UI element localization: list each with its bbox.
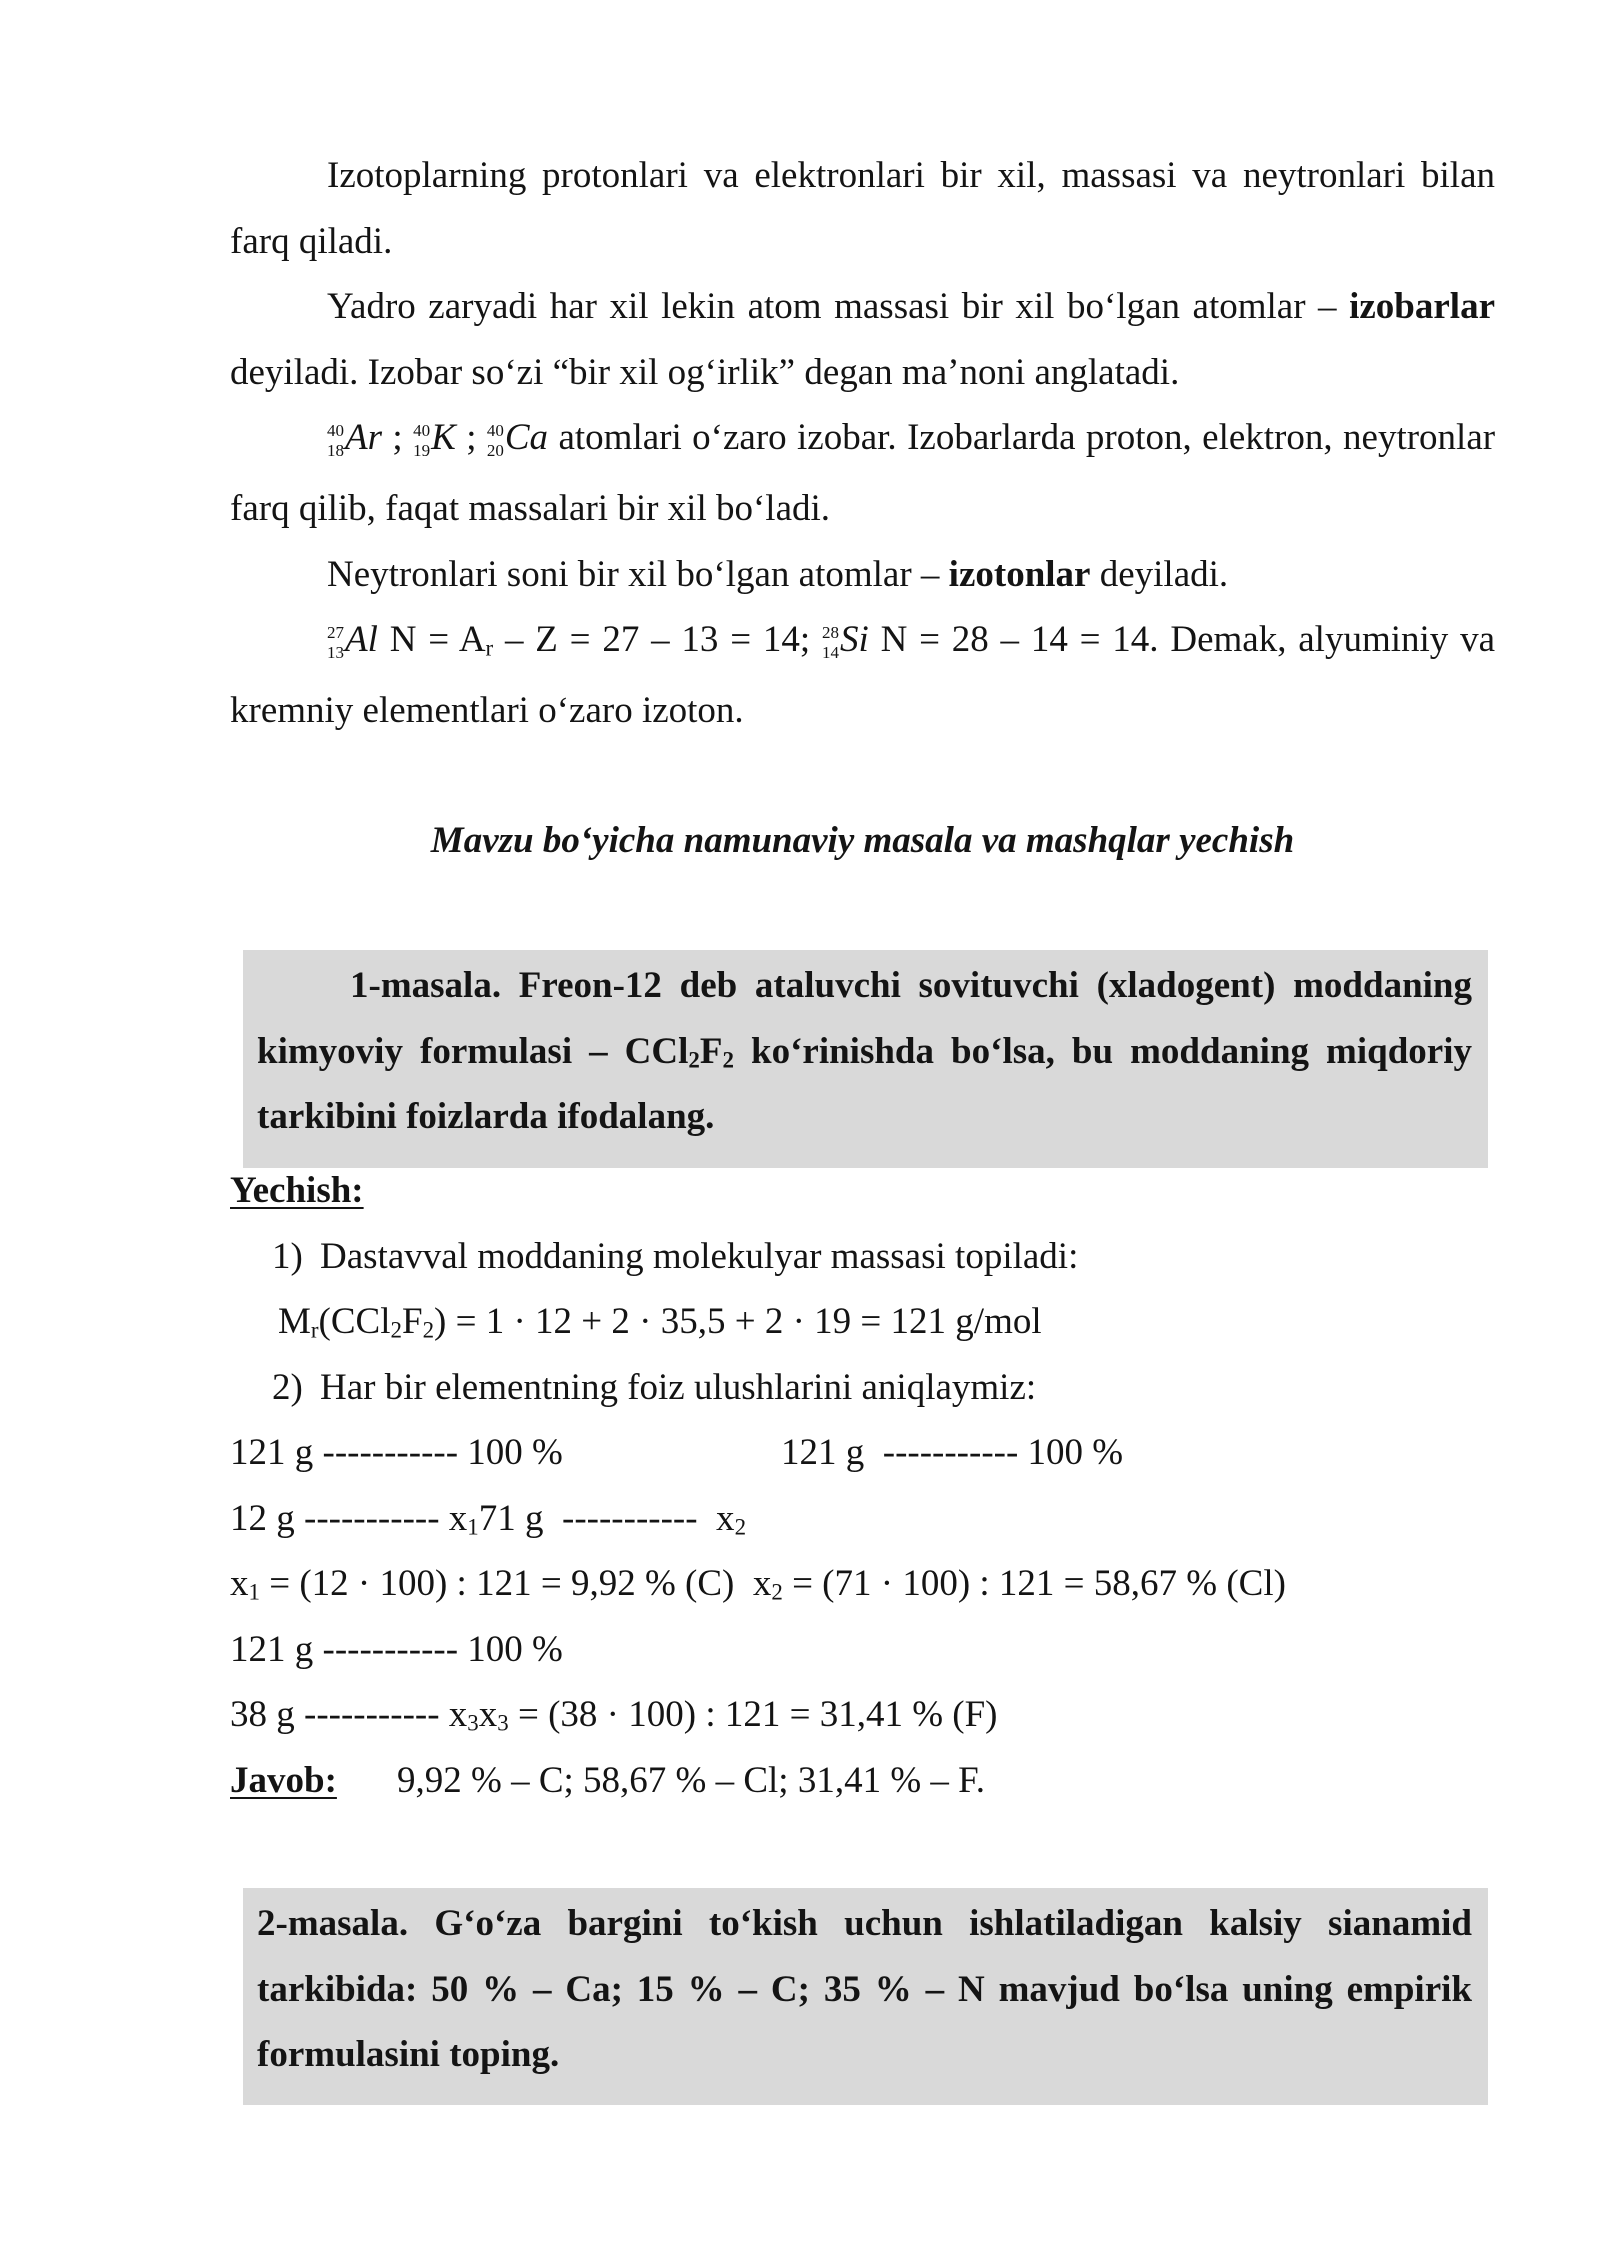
atomic-number: 14 xyxy=(821,643,839,662)
text: F xyxy=(699,1030,723,1072)
subscript: r xyxy=(310,1317,319,1343)
nuclide-numbers xyxy=(327,421,344,461)
isobar-para-line-1 xyxy=(230,274,1495,340)
isotone-example-line-2 xyxy=(230,678,1495,744)
isotone-para-line-1 xyxy=(230,542,1495,608)
step-number: 2) xyxy=(272,1366,303,1408)
text: farq qilib, faqat massalari bir xil bo‘ladi. xyxy=(230,488,831,529)
text: kimyoviy formulasi – CCl xyxy=(257,1030,689,1072)
atomic-number: 13 xyxy=(327,643,344,662)
subscript: 3 xyxy=(497,1710,509,1736)
isobar-example-line-2 xyxy=(230,476,1495,542)
proportion-left: 121 g ----------- 100 % xyxy=(230,1432,563,1473)
calc-text: – Z = 27 – 13 = 14; xyxy=(504,619,811,660)
separator: ; xyxy=(392,417,403,458)
proportion-row-2 xyxy=(230,1486,1495,1552)
text: 121 g ----------- 100 % xyxy=(230,1628,563,1670)
text: tarkibini foizlarda ifodalang. xyxy=(257,1096,715,1137)
subscript: 3 xyxy=(467,1710,479,1736)
nuclide-argon xyxy=(327,405,382,471)
solution-1 xyxy=(230,1158,1495,1813)
calc-text: N = A xyxy=(389,619,486,660)
molar-mass-formula xyxy=(230,1289,1495,1355)
isotope-para-line-2 xyxy=(230,209,1495,275)
subscript: 2 xyxy=(771,1579,783,1605)
element-symbol: Ar xyxy=(345,417,382,458)
text: kremniy elementlari o‘zaro izoton. xyxy=(230,690,744,731)
problem-1-line-1 xyxy=(257,953,1472,1019)
solution-label-line xyxy=(230,1158,1495,1224)
text: 71 g ----------- x xyxy=(478,1497,735,1539)
problem-2-line-1 xyxy=(257,1891,1472,1957)
calc-text: N = 28 – 14 = 14. Demak, alyuminiy va xyxy=(880,619,1495,660)
solution-step-2 xyxy=(230,1355,1495,1421)
calculation-row-5 xyxy=(230,1682,1495,1748)
answer-label: Javob: xyxy=(230,1759,337,1801)
text: deyiladi. Izobar so‘zi “bir xil og‘irlik” degan ma’noni anglatadi. xyxy=(230,351,1180,393)
subscript: 1 xyxy=(467,1514,479,1540)
nuclide-numbers xyxy=(327,623,344,663)
text: Yadro zaryadi har xil lekin atom massasi bir xil bo‘lgan atomlar – xyxy=(327,286,1337,327)
subscript: 2 xyxy=(688,1047,700,1073)
problem-1-line-2 xyxy=(257,1019,1472,1085)
section-heading: Mavzu bo‘yicha namunaviy masala va mashqlar yechish xyxy=(430,820,1295,861)
element-symbol: Ca xyxy=(504,417,549,458)
text: x xyxy=(230,1563,249,1604)
isobar-para-line-2 xyxy=(230,340,1495,406)
step-number: 1) xyxy=(272,1235,303,1277)
proportion-right: 121 g ----------- 100 % xyxy=(781,1432,1124,1473)
text: (CCl xyxy=(318,1301,391,1342)
nuclide-numbers xyxy=(822,623,839,663)
answer-line xyxy=(230,1748,1495,1814)
subscript: 2 xyxy=(390,1317,402,1343)
problem-2-line-3 xyxy=(257,2022,1472,2088)
nuclide-numbers xyxy=(487,421,504,461)
text: farq qiladi. xyxy=(230,220,393,262)
calculation-row-3 xyxy=(230,1551,1495,1617)
text: Izotoplarning protonlari va elektronlari bir xil, massasi va neytronlari bilan xyxy=(327,155,1495,196)
text: atomlari o‘zaro izobar. Izobarlarda proton, elektron, neytronlar xyxy=(558,417,1496,458)
nuclide-numbers xyxy=(413,421,430,461)
element-symbol: K xyxy=(431,417,456,458)
problem-2-box xyxy=(243,1888,1488,2105)
nuclide-potassium xyxy=(413,405,456,471)
problem-1-box xyxy=(243,950,1488,1168)
separator: ; xyxy=(466,417,477,458)
text: M xyxy=(278,1301,311,1342)
text: 1-masala. Freon-12 deb ataluvchi sovituvchi (xladogent) moddaning xyxy=(350,965,1472,1006)
subscript: 2 xyxy=(722,1047,734,1073)
mass-number: 27 xyxy=(327,623,344,642)
mass-number: 40 xyxy=(413,421,431,440)
intro-text xyxy=(230,143,1495,744)
text: Neytronlari soni bir xil bo‘lgan atomlar – xyxy=(327,553,940,595)
subscript: 2 xyxy=(734,1514,747,1540)
element-symbol: Al xyxy=(345,619,378,660)
term-izobarlar: izobarlar xyxy=(1349,286,1496,327)
proportion-row-4 xyxy=(230,1617,1495,1683)
answer-text: 9,92 % – C; 58,67 % – Cl; 31,41 % – F. xyxy=(397,1759,986,1801)
text: 12 g ----------- x xyxy=(230,1497,468,1539)
subscript: r xyxy=(485,635,494,661)
atomic-number: 19 xyxy=(413,441,431,460)
solution-step-1 xyxy=(230,1224,1495,1290)
text: ko‘rinishda bo‘lsa, bu moddaning miqdoriy xyxy=(751,1030,1473,1072)
text: 2-masala. G‘o‘za bargini to‘kish uchun ishlatiladigan kalsiy sianamid xyxy=(257,1903,1472,1944)
nuclide-calcium xyxy=(487,405,548,471)
mass-number: 40 xyxy=(327,421,344,440)
isotone-example-line-1 xyxy=(230,607,1495,678)
step-text: Dastavval moddaning molekulyar massasi topiladi: xyxy=(320,1235,1079,1277)
subscript: 1 xyxy=(248,1579,260,1605)
proportion-row-1 xyxy=(230,1420,1495,1486)
answer-label-box xyxy=(230,1748,397,1814)
solution-label: Yechish: xyxy=(230,1170,364,1211)
text: = (12 · 100) : 121 = 9,92 % (C) x xyxy=(259,1563,772,1604)
isobar-example-line-1 xyxy=(230,405,1495,476)
problem-2-line-2 xyxy=(257,1957,1472,2023)
text: = (38 · 100) : 121 = 31,41 % (F) xyxy=(508,1694,998,1735)
text: tarkibida: 50 % – Ca; 15 % – C; 35 % – N mavjud bo‘lsa uning empirik xyxy=(257,1968,1472,2010)
problem-1-line-3 xyxy=(257,1084,1472,1150)
text: formulasini toping. xyxy=(257,2034,560,2075)
step-text: Har bir elementning foiz ulushlarini aniqlaymiz: xyxy=(320,1366,1037,1408)
text: ) = 1 · 12 + 2 · 35,5 + 2 · 19 = 121 g/mol xyxy=(434,1301,1042,1342)
mass-number: 40 xyxy=(486,421,504,440)
text: x xyxy=(478,1694,498,1735)
term-izotonlar: izotonlar xyxy=(948,553,1091,595)
subscript: 2 xyxy=(422,1317,435,1343)
text: = (71 · 100) : 121 = 58,67 % (Cl) xyxy=(782,1563,1286,1604)
isotope-para-line-1 xyxy=(230,143,1495,209)
nuclide-silicon xyxy=(822,607,869,673)
element-symbol: Si xyxy=(839,619,869,660)
text: F xyxy=(401,1301,423,1342)
text: 38 g ----------- x xyxy=(230,1694,468,1735)
atomic-number: 20 xyxy=(486,441,504,460)
text: deyiladi. xyxy=(1099,553,1229,595)
mass-number: 28 xyxy=(821,623,839,642)
nuclide-aluminium xyxy=(327,607,378,673)
atomic-number: 18 xyxy=(327,441,344,460)
